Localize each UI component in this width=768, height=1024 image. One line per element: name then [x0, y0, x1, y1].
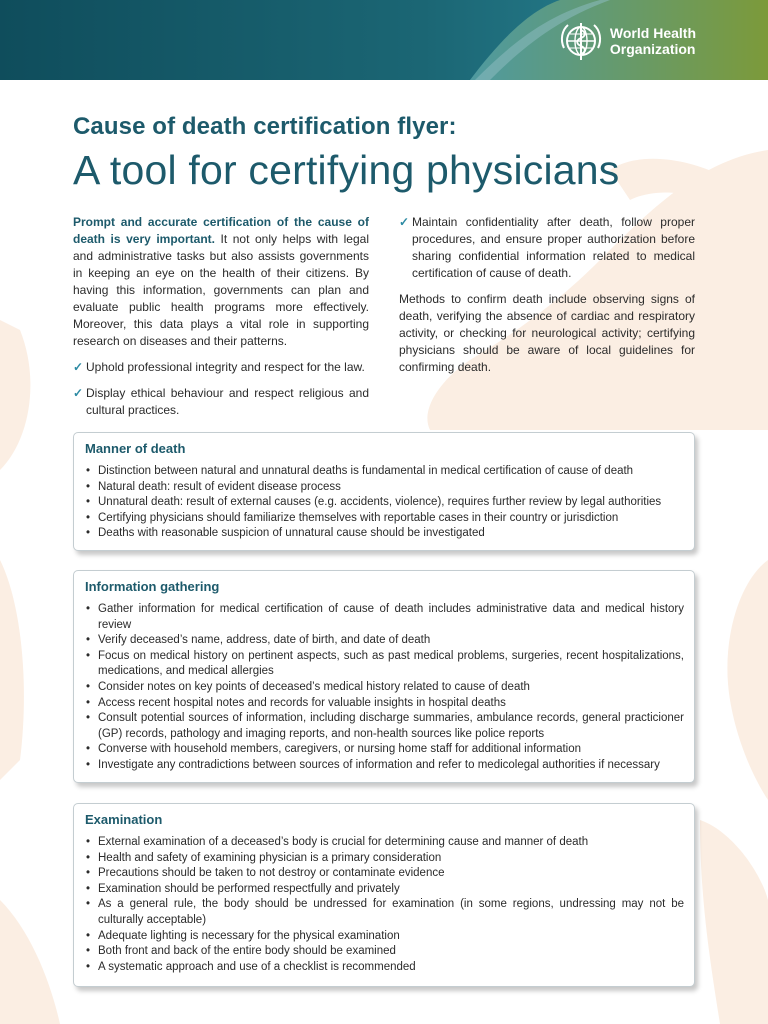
- check-item: [399, 214, 695, 282]
- list-item: [85, 602, 684, 633]
- methods-paragraph: Methods to confirm death include observing signs of death, verifying the absence of cardiac and respiratory activity, or checking for neurological activity; certifying physicians should be aware of local guidelines for confirming death.: [399, 292, 695, 374]
- list-item: [85, 929, 684, 945]
- list-item: [85, 495, 684, 511]
- list-item-text: Focus on medical history on pertinent aspects, such as past medical problems, surgeries, recent hospitalizations, medications, and medical allergies: [98, 649, 684, 678]
- bullet-icon: •: [86, 743, 91, 756]
- list-item-text: Both front and back of the entire body should be examined: [98, 945, 396, 958]
- information-gathering-heading: Information gathering: [85, 579, 220, 594]
- bullet-icon: •: [86, 712, 91, 725]
- bullet-icon: •: [86, 960, 91, 973]
- list-item-text: Converse with household members, caregivers, or nursing home staff for additional information: [98, 743, 582, 756]
- logo-line-2: Organization: [609, 41, 696, 57]
- who-emblem-icon: [558, 18, 604, 64]
- check-icon: ✓: [73, 360, 84, 374]
- bullet-icon: •: [86, 758, 91, 771]
- list-item: [85, 851, 684, 867]
- list-item-text: Health and safety of examining physician is a primary consideration: [98, 851, 442, 864]
- intro-section: [73, 214, 695, 428]
- list-item: [85, 944, 684, 960]
- list-item-text: A systematic approach and use of a checklist is recommended: [98, 960, 416, 973]
- list-item-text: Access recent hospital notes and records for valuable insights in hospital deaths: [98, 696, 506, 709]
- examination-heading: Examination: [85, 812, 163, 827]
- list-item-text: Distinction between natural and unnatural deaths is fundamental in medical certification of cause of death: [98, 465, 634, 477]
- information-gathering-list: [85, 602, 684, 774]
- list-item-text: Gather information for medical certification of cause of death includes administrative data and medical history review: [98, 603, 684, 631]
- logo-line-1: World Health: [609, 25, 696, 41]
- list-item: [85, 866, 684, 882]
- bullet-icon: •: [86, 603, 91, 615]
- list-item-text: Consult potential sources of information, including discharge summaries, ambulance records, general practicioner (GP) records, pathology and imaging reports, and non-health sources like police reports: [98, 712, 684, 740]
- list-item-text: Adequate lighting is necessary for the physical examination: [98, 929, 400, 942]
- bullet-icon: •: [86, 680, 91, 693]
- list-item: [85, 882, 684, 898]
- check-item: [73, 359, 369, 376]
- list-item: [85, 758, 684, 774]
- bullet-icon: •: [86, 527, 91, 540]
- bullet-icon: •: [86, 945, 91, 958]
- list-item: [85, 742, 684, 758]
- bullet-icon: •: [86, 634, 91, 647]
- list-item-text: Examination should be performed respectfully and privately: [98, 882, 400, 895]
- list-item: [85, 649, 684, 680]
- bullet-icon: •: [86, 496, 91, 509]
- bullet-icon: •: [86, 867, 91, 880]
- manner-of-death-list: [85, 464, 684, 542]
- intro-body: It not only helps with legal and administrative tasks but also assists governments in keeping an eye on the health of their citizens. By having this information, governments can plan and evaluate public health programs more effectively. Moreover, this data plays a vital role in supporting research on diseases and their patterns.: [73, 232, 369, 348]
- list-item: [85, 464, 684, 480]
- list-item-text: Precautions should be taken to not destroy or contaminate evidence: [98, 867, 445, 880]
- list-item: [85, 711, 684, 742]
- list-item: [85, 897, 684, 928]
- list-item-text: Investigate any contradictions between sources of information and refer to medicolegal authorities if necessary: [98, 758, 660, 771]
- intro-paragraph: [73, 214, 369, 350]
- title-block: [73, 113, 620, 194]
- page-title: A tool for certifying physicians: [73, 147, 620, 193]
- examination-panel: [73, 803, 695, 987]
- list-item: [85, 511, 684, 527]
- manner-of-death-panel: [73, 432, 695, 551]
- intro-right-column: [399, 214, 695, 428]
- list-item: [85, 680, 684, 696]
- intro-left-column: [73, 214, 369, 428]
- bullet-icon: •: [86, 836, 91, 848]
- bullet-icon: •: [86, 898, 91, 911]
- list-item-text: Consider notes on key points of deceased’s medical history related to cause of death: [98, 680, 530, 693]
- list-item: [85, 960, 684, 976]
- left-check-list: [73, 359, 369, 419]
- list-item-text: Deaths with reasonable suspicion of unnatural cause should be investigated: [98, 527, 485, 540]
- check-icon: ✓: [73, 386, 84, 400]
- flyer-subtitle: Cause of death certification flyer:: [73, 113, 457, 140]
- list-item-text: Certifying physicians should familiarize themselves with reportable cases in their country or jurisdiction: [98, 511, 619, 524]
- right-check-list: [399, 214, 695, 282]
- bullet-icon: •: [86, 649, 91, 662]
- manner-of-death-heading: Manner of death: [85, 441, 186, 456]
- bullet-icon: •: [86, 480, 91, 493]
- check-item-text: Display ethical behaviour and respect religious and cultural practices.: [86, 386, 369, 417]
- intro-lead: Prompt and accurate certification of the cause of death is very important.: [73, 215, 369, 246]
- list-item-text: Natural death: result of evident disease process: [98, 480, 341, 493]
- information-gathering-panel: [73, 570, 695, 783]
- list-item: [85, 696, 684, 712]
- bullet-icon: •: [86, 511, 91, 524]
- bullet-icon: •: [86, 882, 91, 895]
- check-icon: ✓: [399, 215, 410, 229]
- check-item-text: Maintain confidentiality after death, follow proper procedures, and ensure proper authorization before sharing confidential information related to medical certification of cause of death.: [412, 215, 695, 280]
- who-logo: [558, 18, 696, 64]
- list-item-text: External examination of a deceased’s body is crucial for determining cause and manner of death: [98, 836, 589, 848]
- list-item: [85, 633, 684, 649]
- list-item: [85, 526, 684, 542]
- list-item-text: Verify deceased’s name, address, date of birth, and date of death: [98, 634, 431, 647]
- list-item-text: As a general rule, the body should be undressed for examination (in some regions, undressing may not be culturally acceptable): [98, 898, 684, 926]
- list-item: [85, 480, 684, 496]
- bullet-icon: •: [86, 851, 91, 864]
- bullet-icon: •: [86, 696, 91, 709]
- list-item: [85, 835, 684, 851]
- bullet-icon: •: [86, 465, 91, 477]
- check-item: [73, 385, 369, 419]
- who-wordmark: [610, 25, 696, 57]
- check-item-text: Uphold professional integrity and respect for the law.: [86, 360, 365, 374]
- examination-list: [85, 835, 684, 975]
- bullet-icon: •: [86, 929, 91, 942]
- list-item-text: Unnatural death: result of external causes (e.g. accidents, violence), requires further review by legal authorities: [98, 496, 662, 509]
